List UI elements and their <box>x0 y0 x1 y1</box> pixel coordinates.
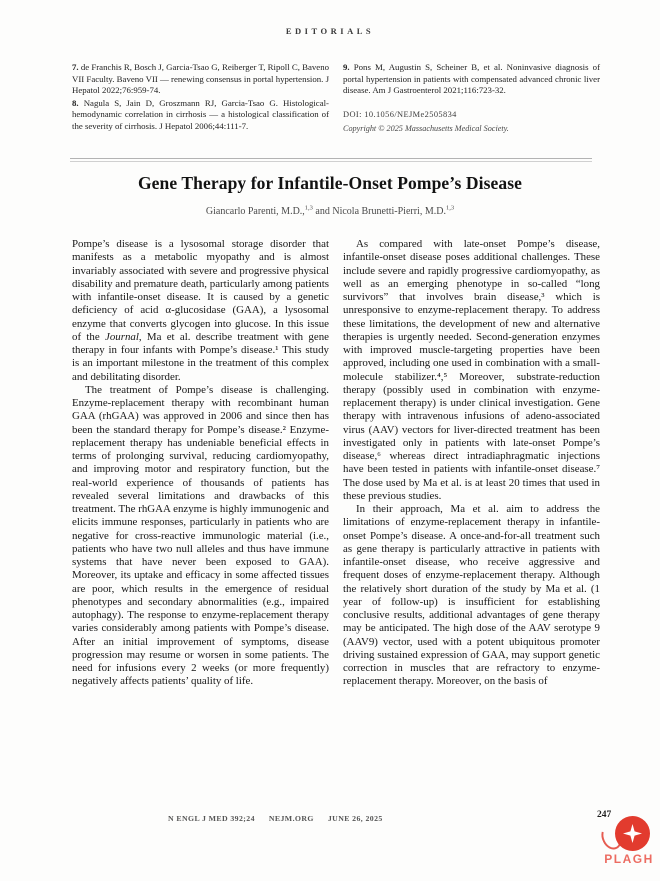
reference-number: 8. <box>72 97 79 108</box>
body-left-column <box>72 238 329 689</box>
paragraph-text: , Ma et al. describe treatment with gene therapy in four infants with Pompe’s disease.¹ This study is an important milestone in the treatment of this complex and debilitating disorder. <box>72 330 329 383</box>
page-footer <box>168 814 397 823</box>
star-icon <box>623 824 642 843</box>
reference-text: Pons M, Augustin S, Scheiner B, et al. Noninvasive diagnosis of portal hypertension in patients with compensated advanced chronic liver disease. Am J Gastroenterol 2021;116:723-32. <box>343 62 600 96</box>
library-stamp <box>600 813 658 873</box>
author-affiliation-superscript: 1,3 <box>445 204 455 212</box>
references-left-column <box>72 62 329 135</box>
paragraph: As compared with late-onset Pompe’s disease, infantile-onset disease poses additional challenges. These include severe and rapidly progressive cardiomyopathy, as well as an emerging phenotype in so-called “long survivors” that involves brain disease,³ which is unresponsive to enzyme-replacement therapy. To address these limitations, the development of new and alternative therapies is urgently needed. Second-generation enzymes with improved muscle-targeting properties have been approved, including one used in combination with a small-molecule stabilizer.⁴,⁵ Moreover, substrate-reduction therapy (possibly used in combination with enzyme-replacement therapy) is under clinical investigation. Gene therapy with intravenous infusions of adeno-associated virus (AAV) vectors for liver-directed treatment has been investigated only in patients with late-onset Pompe’s disease,⁶ whereas direct intradiaphragmatic injections have been tested in patients with infantile-onset disease.⁷ The dose used by Ma et al. is at least 20 times that used in these previous studies. <box>343 238 600 502</box>
paragraph-text: Pompe’s disease is a lysosomal storage disorder that manifests as a metabolic myopathy and is almost invariably associated with severe and progressive physical disability and premature death, particularly among patients with infantile-onset disease. It is caused by a genetic deficiency of acid α-glucosidase (GAA), a lysosomal enzyme that converts glycogen into glucose. In this issue of the <box>72 238 329 343</box>
copyright-text: Copyright © 2025 Massachusetts Medical Society. <box>343 124 509 134</box>
body-right-column <box>343 238 600 689</box>
paragraph: The treatment of Pompe’s disease is challenging. Enzyme-replacement therapy with recombinant human GAA (rhGAA) was approved in 2006 and since then has been the standard therapy for Pompe’s disease.² Enzyme-replacement therapy has undeniable beneficial effects in terms of prolonging survival, reducing cardiomyopathy, and improving motor and respiratory function, but the real-world experience of thousands of patients has revealed several limitations and drawbacks of this treatment. The rhGAA enzyme is highly immunogenic and elicits immune responses, particularly in patients who are negative for cross-reactive immunologic material (i.e., patients who have two null alleles and thus have immune systems that have never been exposed to GAA). Moreover, its uptake and efficacy in some affected tissues are poor, which results in the emergence of residual phenotypes and secondary abnormalities (e.g., impaired autophagy). The response to enzyme-replacement therapy varies considerably among patients with Pompe’s disease. After an initial improvement of symptoms, disease progression may resume or worsen in some patients. The need for infusions every 2 weeks (or more frequently) negatively affects patients’ quality of life. <box>72 383 329 688</box>
reference-item <box>343 62 600 97</box>
article-body <box>72 238 600 689</box>
reference-number: 7. <box>72 62 79 72</box>
page-number: 247 <box>597 810 612 820</box>
doi-text: DOI: 10.1056/NEJMe2505834 <box>343 109 457 119</box>
reference-number: 9. <box>343 62 350 72</box>
journal-name-italic: Journal <box>104 330 139 343</box>
author-affiliation-superscript: 1,3 <box>304 204 313 212</box>
reference-item <box>72 98 329 133</box>
references-right-column <box>343 62 600 135</box>
author-name: and Nicola Brunetti-Pierri, M.D. <box>312 206 446 217</box>
paragraph: In their approach, Ma et al. aim to address the limitations of enzyme-replacement therapy in infantile-onset Pompe’s disease. A once-and-for-all treatment such as gene therapy is particularly attractive in patients with infantile-onset disease, who receive aggressive and frequent doses of enzyme-replacement therapy. Although the relatively short duration of the study by Ma et al. (1 year of follow-up) is insufficient for establishing conclusive results, additional advantages of gene therapy may be anticipated. The high dose of the AAV serotype 9 (AAV9) vector, used with a potent ubiquitous promoter driving sustained expression of GAA, may support genetic correction in muscles that are refractory to enzyme-replacement therapy. Moreover, on the basis of <box>343 503 600 688</box>
paragraph <box>72 238 329 384</box>
references-block <box>72 62 600 135</box>
reference-text: Nagula S, Jain D, Groszmann RJ, Garcia-Tsao G. Histological-hemodynamic correlation in cirrhosis — a histological classification of the severity of cirrhosis. J Hepatol 2006;44:111-7. <box>72 97 329 131</box>
title-divider-rule <box>70 158 592 162</box>
journal-website: NEJM.ORG <box>268 814 314 823</box>
reference-text: de Franchis R, Bosch J, Garcia-Tsao G, Reiberger T, Ripoll C, Baveno VII Faculty. Baveno VII — renewing consensus in portal hypertension. J Hepatol 2022;76:959-74. <box>72 62 329 96</box>
author-name: Giancarlo Parenti, M.D., <box>205 206 305 217</box>
reference-item <box>72 62 329 97</box>
authors-line <box>0 206 660 217</box>
article-title: Gene Therapy for Infantile-Onset Pompe’s Disease <box>137 173 523 193</box>
stamp-label: PLAGH <box>604 852 654 866</box>
section-label: EDITORIALS <box>285 26 375 36</box>
issue-date: JUNE 26, 2025 <box>327 814 383 823</box>
journal-citation: N ENGL J MED 392;24 <box>168 814 255 823</box>
stamp-circle <box>615 816 650 851</box>
